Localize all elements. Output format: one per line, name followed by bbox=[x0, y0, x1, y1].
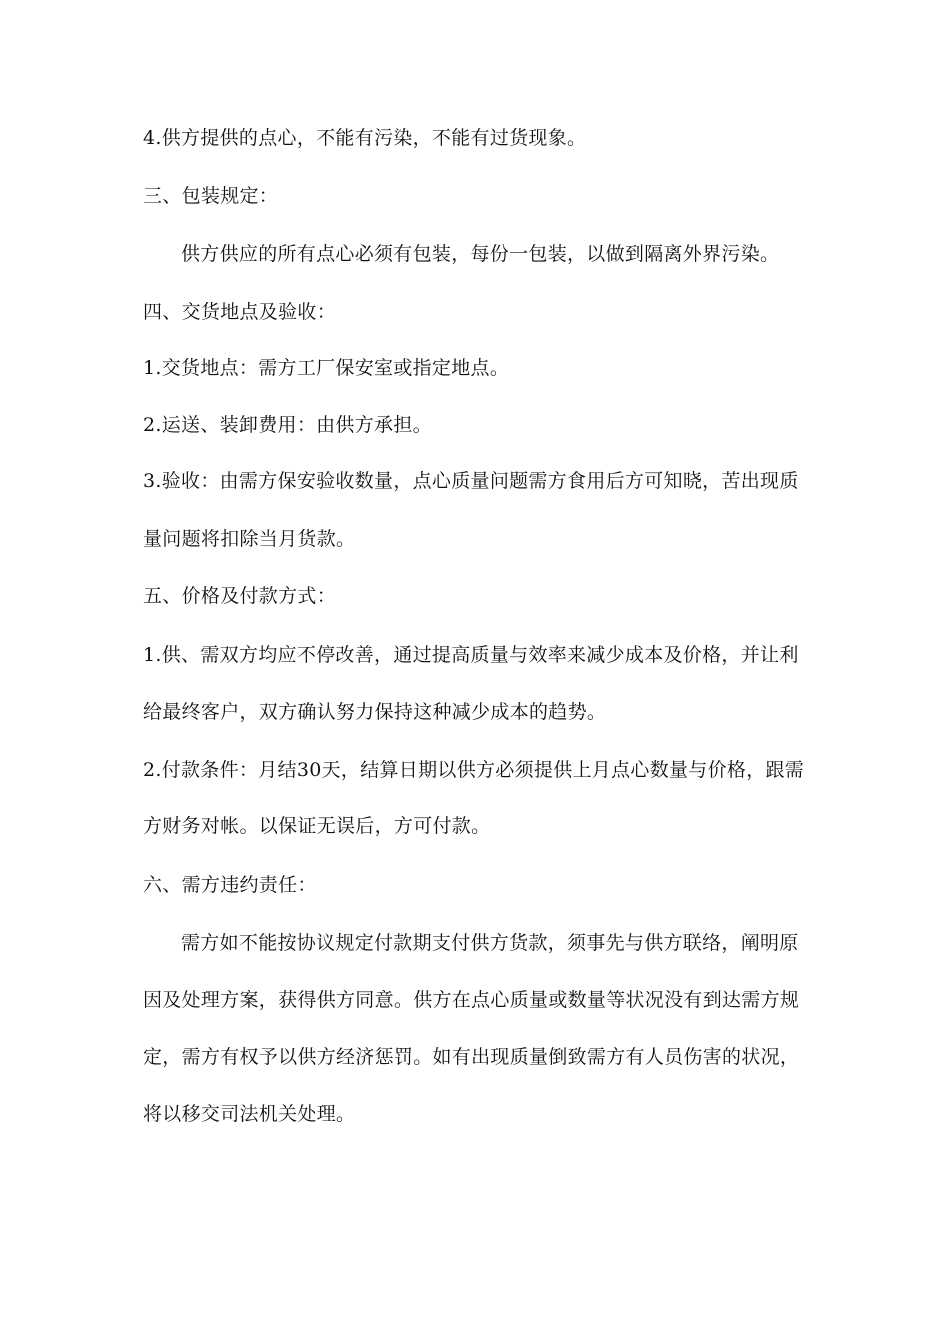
price-clause-1-cont: 给最终客户，双方确认努力保持这种减少成本的趋势。 bbox=[143, 701, 607, 723]
section-6-paragraph-line-4: 将以移交司法机关处理。 bbox=[143, 1103, 356, 1125]
delivery-clause-2: 2.运送、装卸费用：由供方承担。 bbox=[143, 414, 432, 436]
section-6-paragraph-line-1: 需方如不能按协议规定付款期支付供方货款，须事先与供方联络，阐明原 bbox=[181, 932, 799, 954]
section-3-heading: 三、包装规定： bbox=[143, 185, 279, 207]
clause-4-text: 4.供方提供的点心，不能有污染，不能有过货现象。 bbox=[143, 127, 587, 149]
price-clause-2-cont: 方财务对帐。以保证无误后，方可付款。 bbox=[143, 815, 491, 837]
delivery-clause-3: 3.验收：由需方保安验收数量，点心质量问题需方食用后方可知晓，苦出现质 bbox=[143, 470, 799, 492]
delivery-clause-1: 1.交货地点：需方工厂保安室或指定地点。 bbox=[143, 357, 510, 379]
delivery-clause-3-cont: 量问题将扣除当月货款。 bbox=[143, 528, 356, 550]
price-clause-1: 1.供、需双方均应不停改善，通过提高质量与效率来减少成本及价格，并让利 bbox=[143, 644, 799, 666]
section-3-paragraph: 供方供应的所有点心必须有包装，每份一包装，以做到隔离外界污染。 bbox=[181, 243, 780, 265]
section-6-heading: 六、需方违约责任： bbox=[143, 874, 317, 896]
section-6-paragraph-line-2: 因及处理方案，获得供方同意。供方在点心质量或数量等状况没有到达需方规 bbox=[143, 989, 800, 1011]
section-4-heading: 四、交货地点及验收： bbox=[143, 301, 337, 323]
price-clause-2: 2.付款条件：月结30天，结算日期以供方必须提供上月点心数量与价格，跟需 bbox=[143, 759, 805, 781]
section-6-paragraph-line-3: 定，需方有权予以供方经济惩罚。如有出现质量倒致需方有人员伤害的状况， bbox=[143, 1046, 800, 1068]
section-5-heading: 五、价格及付款方式： bbox=[143, 585, 337, 607]
